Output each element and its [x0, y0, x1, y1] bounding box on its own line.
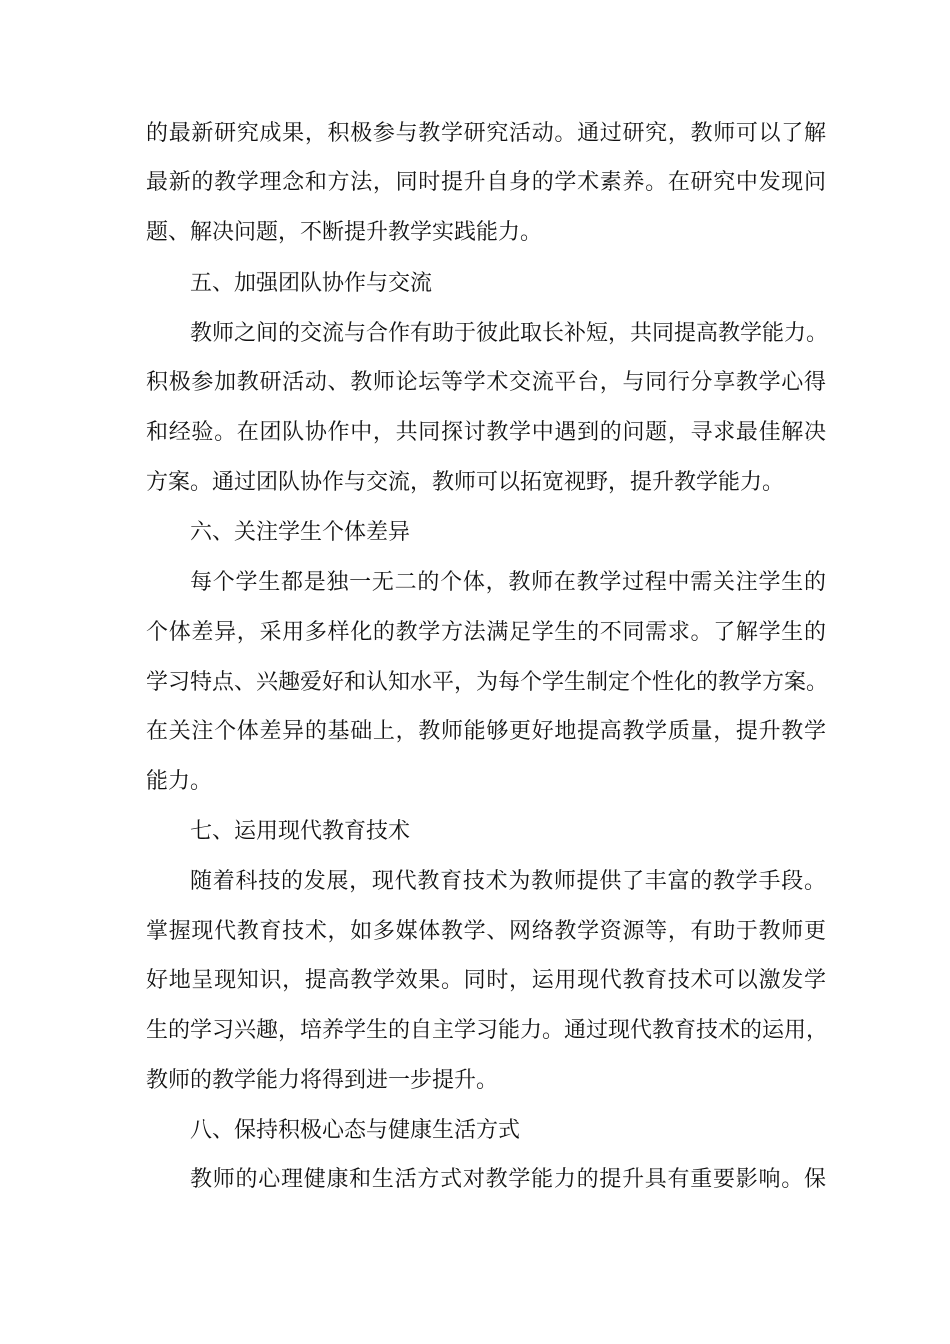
- paragraph-line: 个体差异，采用多样化的教学方法满足学生的不同需求。了解学生的: [146, 620, 826, 645]
- paragraph-line: 生的学习兴趣，培养学生的自主学习能力。通过现代教育技术的运用，: [146, 1018, 829, 1043]
- paragraph-line: 和经验。在团队协作中，共同探讨教学中遇到的问题，寻求最佳解决: [146, 420, 826, 445]
- paragraph-line: 最新的教学理念和方法，同时提升自身的学术素养。在研究中发现问: [146, 170, 826, 195]
- section-heading: 七、运用现代教育技术: [190, 819, 411, 844]
- paragraph-line: 教师的教学能力将得到进一步提升。: [146, 1068, 499, 1093]
- paragraph-line: 在关注个体差异的基础上，教师能够更好地提高教学质量，提升教学: [146, 719, 826, 744]
- paragraph-line: 每个学生都是独一无二的个体，教师在教学过程中需关注学生的: [190, 570, 826, 595]
- paragraph-line: 方案。通过团队协作与交流，教师可以拓宽视野，提升教学能力。: [146, 470, 785, 495]
- section-heading: 六、关注学生个体差异: [190, 520, 411, 545]
- paragraph-line: 教师的心理健康和生活方式对教学能力的提升具有重要影响。保: [190, 1167, 826, 1192]
- section-heading: 八、保持积极心态与健康生活方式: [190, 1118, 521, 1143]
- paragraph-line: 好地呈现知识，提高教学效果。同时，运用现代教育技术可以激发学: [146, 968, 826, 993]
- paragraph-line: 学习特点、兴趣爱好和认知水平，为每个学生制定个性化的教学方案。: [146, 670, 829, 695]
- paragraph-line: 掌握现代教育技术，如多媒体教学、网络教学资源等，有助于教师更: [146, 919, 826, 944]
- paragraph-line: 随着科技的发展，现代教育技术为教师提供了丰富的教学手段。: [190, 869, 826, 894]
- paragraph-line: 能力。: [146, 769, 213, 794]
- paragraph-line: 的最新研究成果，积极参与教学研究活动。通过研究，教师可以了解: [146, 121, 826, 146]
- section-heading: 五、加强团队协作与交流: [190, 271, 433, 296]
- paragraph-line: 积极参加教研活动、教师论坛等学术交流平台，与同行分享教学心得: [146, 370, 826, 395]
- paragraph-line: 教师之间的交流与合作有助于彼此取长补短，共同提高教学能力。: [190, 321, 829, 346]
- paragraph-line: 题、解决问题，不断提升教学实践能力。: [146, 220, 543, 245]
